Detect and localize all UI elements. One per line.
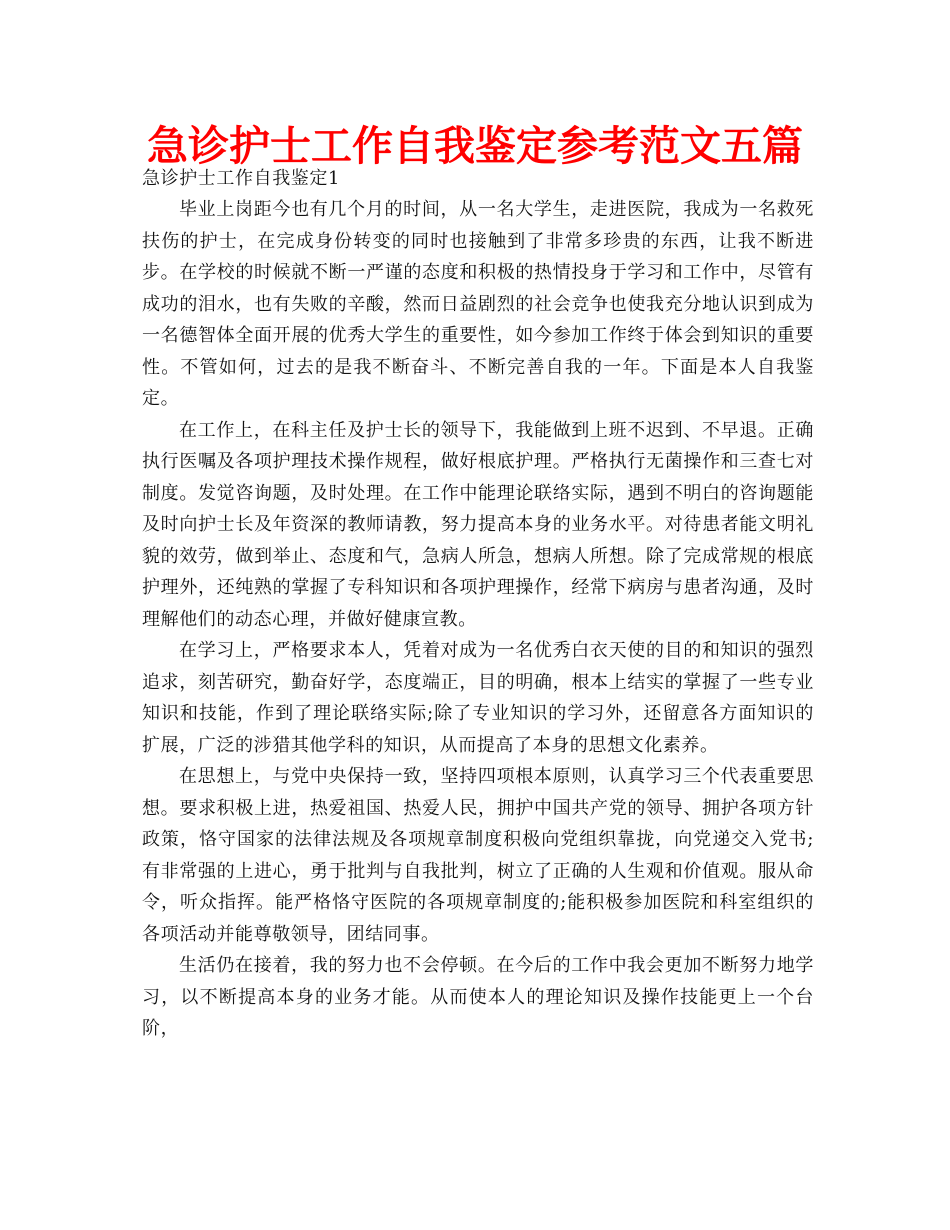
paragraph: 毕业上岗距今也有几个月的时间，从一名大学生，走进医院，我成为一名救死扶伤的护士，在完成身份转变的同时也接触到了非常多珍贵的东西，让我不断进步。在学校的时候就不断一严谨的态度和积极的热情投身于学习和工作中，尽管有成功的泪水，也有失败的辛酸，然而日益剧烈的社会竞争也使我充分地认识到成为一名德智体全面开展的优秀大学生的重要性，如今参加工作终于体会到知识的重要性。不管如何，过去的是我不断奋斗、不断完善自我的一年。下面是本人自我鉴定。 — [142, 199, 814, 409]
document-title: 急诊护士工作自我鉴定参考范文五篇 — [147, 122, 803, 170]
paragraph: 在学习上，严格要求本人，凭着对成为一名优秀白衣天使的目的和知识的强烈追求，刻苦研究，勤奋好学，态度端正，目的明确，根本上结实的掌握了一些专业知识和技能，作到了理论联络实际;除了专业知识的学习外，还留意各方面知识的扩展，广泛的涉猎其他学科的知识，从而提高了本身的思想文化素养。 — [142, 640, 814, 756]
document-body — [142, 163, 814, 1045]
paragraph: 在工作上，在科主任及护士长的领导下，我能做到上班不迟到、不早退。正确执行医嘱及各项护理技术操作规程，做好根底护理。严格执行无菌操作和三查七对制度。发觉咨询题，及时处理。在工作中能理论联络实际，遇到不明白的咨询题能及时向护士长及年资深的教师请教，努力提高本身的业务水平。对待患者能文明礼貌的效劳，做到举止、态度和气，急病人所急，想病人所想。除了完成常规的根底护理外，还纯熟的掌握了专科知识和各项护理操作，经常下病房与患者沟通，及时理解他们的动态心理，并做好健康宣教。 — [142, 419, 814, 630]
section-heading: 急诊护士工作自我鉴定1 — [142, 168, 341, 189]
paragraph: 生活仍在接着，我的努力也不会停顿。在今后的工作中我会更加不断努力地学习，以不断提高本身的业务才能。从而使本人的理论知识及操作技能更上一个台阶， — [142, 955, 814, 1039]
paragraph: 在思想上，与党中央保持一致，坚持四项根本原则，认真学习三个代表重要思想。要求积极上进，热爱祖国、热爱人民，拥护中国共产党的领导、拥护各项方针政策，恪守国家的法律法规及各项规章制度积极向党组织靠拢，向党递交入党书;有非常强的上进心，勇于批判与自我批判，树立了正确的人生观和价值观。服从命令，听众指挥。能严格恪守医院的各项规章制度的;能积极参加医院和科室组织的各项活动并能尊敬领导，团结同事。 — [142, 766, 814, 945]
